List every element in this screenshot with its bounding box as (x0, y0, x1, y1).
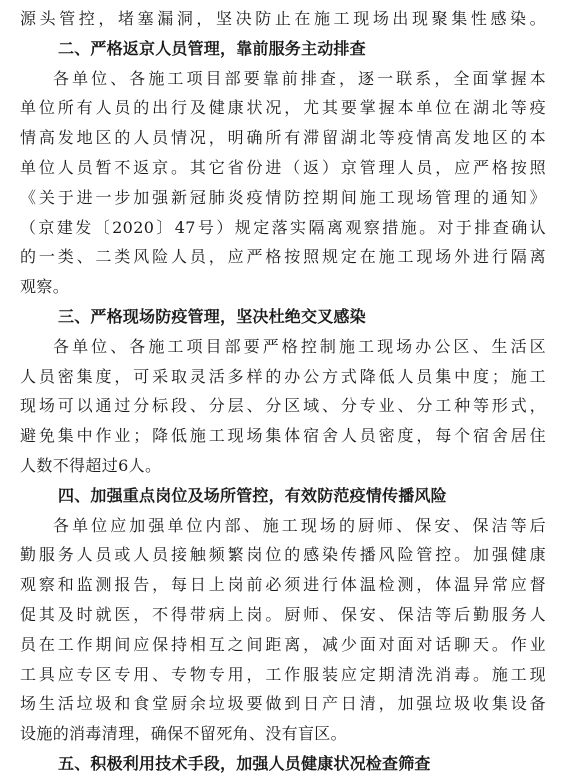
paragraph-line: 促其及时就医，不得带病上岗。厨师、保安、保洁等后勤服务人 (20, 604, 546, 624)
section-heading-4: 四、加强重点岗位及场所管控，有效防范疫情传播风险 (58, 485, 447, 505)
paragraph-line: 的一类、二类风险人员，应严格按照规定在施工现场外进行隔离 (20, 247, 546, 267)
paragraph-line-last: 设施的消毒清理，确保不留死角、没有盲区。 (20, 724, 348, 744)
section-heading-5: 五、积极利用技术手段，加强人员健康状况检查筛查 (58, 753, 431, 773)
paragraph-line: 情高发地区的人员情况，明确所有滞留湖北等疫情高发地区的本 (20, 128, 546, 148)
paragraph-line: （京建发〔2020〕47号）规定落实隔离观察措施。对于排查确认 (20, 217, 546, 237)
paragraph-line-last: 观察。 (20, 277, 70, 297)
paragraph-line: 现场可以通过分标段、分层、分区域、分专业、分工种等形式， (20, 396, 546, 416)
paragraph-line-continuation: 源头管控，堵塞漏洞，坚决防止在施工现场出现聚集性感染。 (20, 9, 546, 28)
paragraph-line: 单位所有人员的出行及健康状况，尤其要掌握本单位在湖北等疫 (20, 98, 546, 118)
section-heading-3: 三、严格现场防疫管理，坚决杜绝交叉感染 (58, 306, 366, 326)
paragraph-line: 场生活垃圾和食堂厨余垃圾要做到日产日清，加强垃圾收集设备 (20, 694, 546, 714)
paragraph-line: 各单位、各施工项目部要靠前排查，逐一联系，全面掌握本 (53, 68, 546, 88)
paragraph-line: 勤服务人员或人员接触频繁岗位的感染传播风险管控。加强健康 (20, 545, 546, 565)
paragraph-line: 工具应专区专用、专物专用，工作服装应定期清洗消毒。施工现 (20, 664, 546, 684)
paragraph-line: 避免集中作业；降低施工现场集体宿舍人员密度，每个宿舍居住 (20, 426, 546, 446)
paragraph-line: 各单位、各施工项目部要严格控制施工现场办公区、生活区 (53, 336, 546, 356)
paragraph-line: 《关于进一步加强新冠肺炎疫情防控期间施工现场管理的通知》 (20, 187, 546, 207)
paragraph-line: 单位人员暂不返京。其它省份进（返）京管理人员，应严格按照 (20, 157, 546, 177)
paragraph-line: 人员密集度，可采取灵活多样的办公方式降低人员集中度；施工 (20, 366, 546, 386)
paragraph-line: 观察和监测报告，每日上岗前必须进行体温检测，体温异常应督 (20, 575, 546, 595)
paragraph-line-last: 人数不得超过6人。 (20, 455, 162, 475)
paragraph-line: 员在工作期间应保持相互之间距离，减少面对面对话聊天。作业 (20, 634, 546, 654)
paragraph-line: 各单位应加强单位内部、施工现场的厨师、保安、保洁等后 (53, 515, 546, 535)
section-heading-2: 二、严格返京人员管理，靠前服务主动排查 (58, 38, 366, 58)
